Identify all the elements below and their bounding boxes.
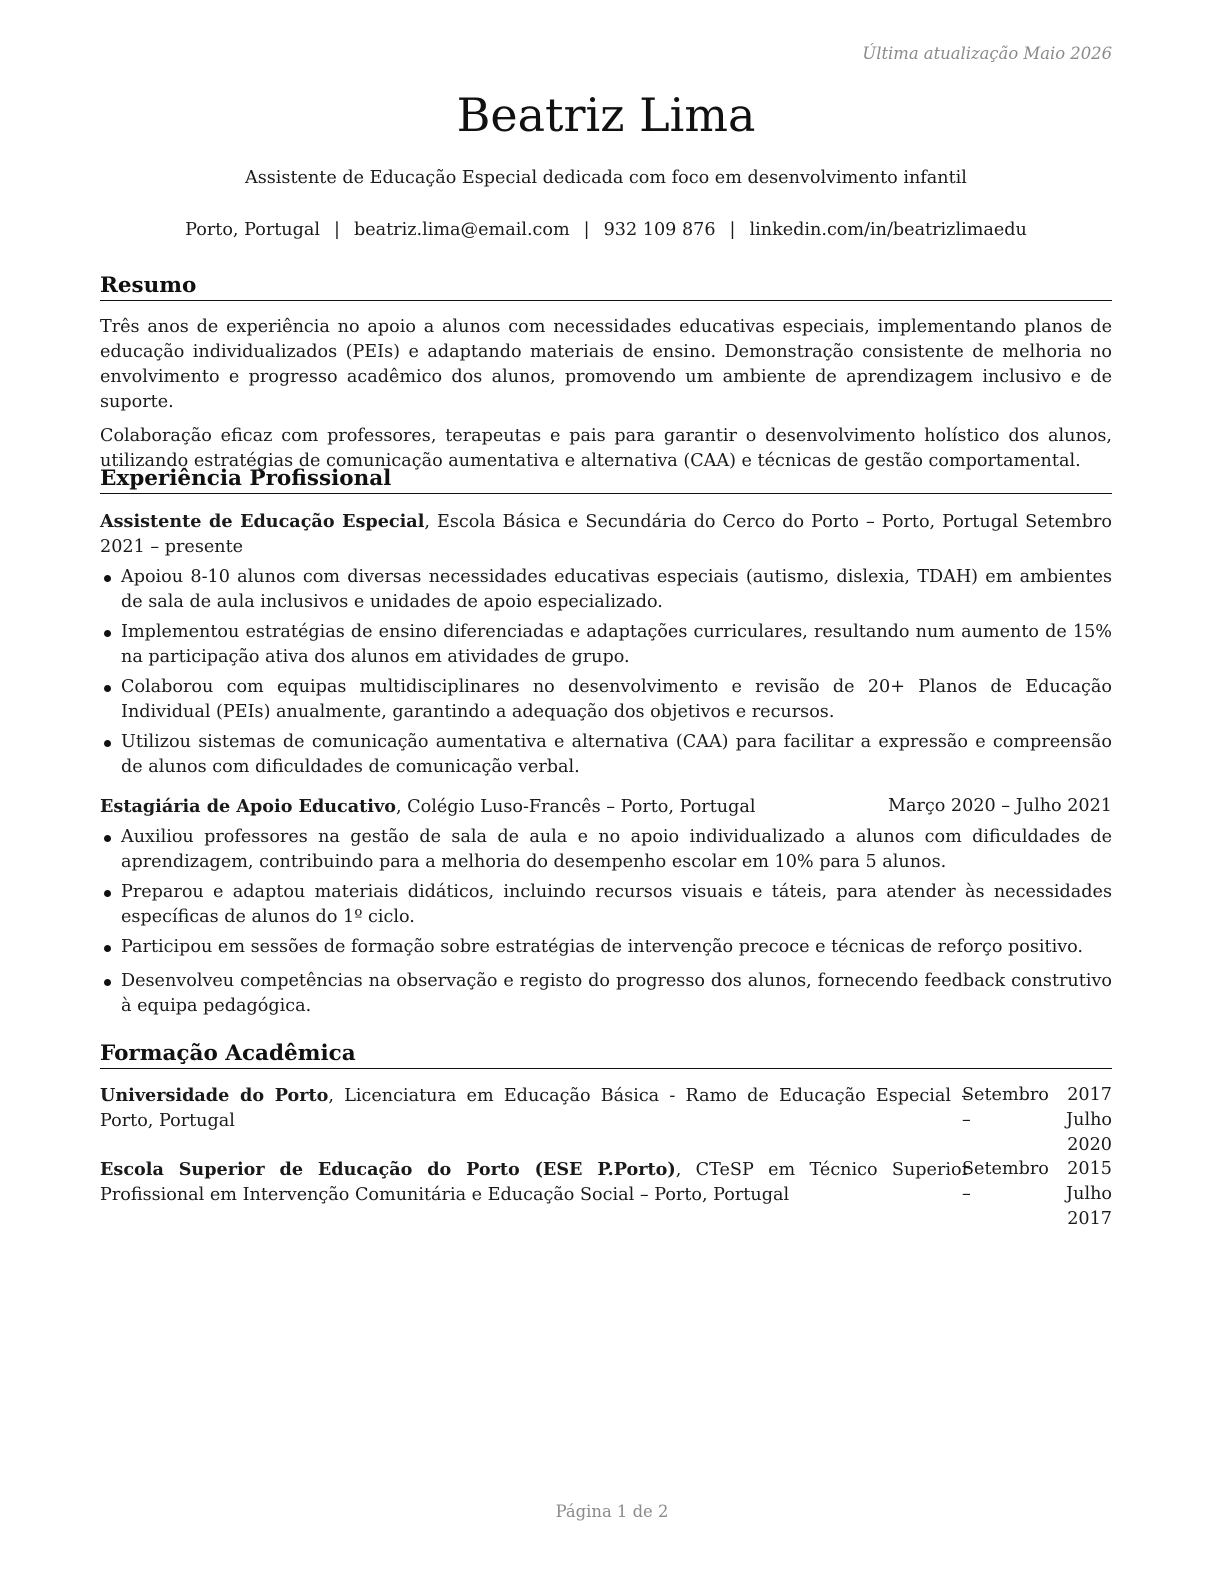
job-role: Assistente de Educação Especial <box>100 511 425 532</box>
list-item: Desenvolveu competências na observação e registo do progresso dos alunos, fornecendo feedback construtivo à equipa pedagógica. <box>100 969 1112 1019</box>
job-dates: Setembro 2021 – presente <box>100 512 1113 557</box>
list-item: Implementou estratégias de ensino diferenciadas e adaptações curriculares, resultando num aumento de 15% na participação ativa dos alunos em atividades de grupo. <box>100 620 1112 670</box>
job-org: , Colégio Luso-Francês – Porto, Portugal <box>395 797 756 817</box>
education-item <box>100 1083 1112 1155</box>
education-item <box>100 1157 1112 1229</box>
education-date-end: 2017 <box>1067 1209 1112 1229</box>
education-school: Universidade do Porto <box>100 1085 329 1106</box>
contact-email[interactable]: beatriz.lima@email.com <box>353 220 570 240</box>
resume-page <box>100 0 1112 1584</box>
section-title: Experiência Profissional <box>100 465 1112 494</box>
job-dates: Março 2020 – Julho 2021 <box>887 796 1112 816</box>
contact-separator: | <box>583 220 590 240</box>
candidate-name: Beatriz Lima <box>456 88 756 142</box>
education-dates <box>962 1083 1112 1158</box>
education-detail <box>100 1083 970 1134</box>
education-dates <box>962 1157 1112 1232</box>
education-date-end: 2020 <box>1067 1135 1112 1155</box>
list-item: Participou em sessões de formação sobre estratégias de intervenção precoce e técnicas de reforço positivo. <box>100 935 1112 960</box>
job-bullets <box>100 825 1112 1019</box>
last-updated: Última atualização Maio 2026 <box>862 44 1112 63</box>
job-header <box>100 509 1112 560</box>
section-title: Resumo <box>100 272 1112 301</box>
education-date-start: Setembro 2015 – Julho <box>962 1159 1112 1204</box>
list-item: Preparou e adaptou materiais didáticos, incluindo recursos visuais e táteis, para atender às necessidades específicas de alunos do 1º ciclo. <box>100 880 1112 930</box>
page-number: Página 1 de 2 <box>555 1502 669 1521</box>
education-detail <box>100 1157 970 1208</box>
contact-separator: | <box>334 220 340 240</box>
contact-phone: 932 109 876 <box>603 220 716 240</box>
summary-section <box>100 272 1112 474</box>
list-item: Utilizou sistemas de comunicação aumentativa e alternativa (CAA) para facilitar a expressão e compreensão de alunos com dificuldades de comunicação verbal. <box>100 730 1112 780</box>
job-bullets <box>100 565 1112 780</box>
job-org: , Escola Básica e Secundária do Cerco do Porto – Porto, Portugal <box>424 512 1019 532</box>
summary-paragraph: Colaboração eficaz com professores, terapeutas e pais para garantir o desenvolvimento holístico dos alunos, utilizando estratégias de comunicação aumentativa e alternativa (CAA) e técnicas de gestão comportamental. <box>100 426 1112 471</box>
contact-location: Porto, Portugal <box>185 220 321 240</box>
list-item: Apoiou 8-10 alunos com diversas necessidades educativas especiais (autismo, dislexia, TDAH) em ambientes de sala de aula inclusivos e unidades de apoio especializado. <box>100 565 1112 615</box>
list-item: Colaborou com equipas multidisciplinares no desenvolvimento e revisão de 20+ Planos de Educação Individual (PEIs) anualmente, garantindo a adequação dos objetivos e recursos. <box>100 675 1112 725</box>
education-date-start: Setembro 2017 – Julho <box>962 1085 1112 1130</box>
contact-separator: | <box>729 220 736 240</box>
job-role: Estagiária de Apoio Educativo <box>100 796 396 817</box>
list-item: Auxiliou professores na gestão de sala de aula e no apoio individualizado a alunos com dificuldades de aprendizagem, contribuindo para a melhoria do desempenho escolar em 10% para 5 alunos. <box>100 825 1112 875</box>
job-header <box>100 794 1112 820</box>
contact-line <box>100 220 1112 240</box>
education-school: Escola Superior de Educação do Porto (ESE P.Porto) <box>100 1159 676 1180</box>
experience-section <box>100 465 1112 1019</box>
education-program: , CTeSP em Técnico Superior Profissional em Intervenção Comunitária e Educação Social – Porto, Portugal <box>100 1160 971 1205</box>
summary-paragraph: Três anos de experiência no apoio a alunos com necessidades educativas especiais, implementando planos de educação individualizados (PEIs) e adaptando materiais de ensino. Demonstração consistente de melhoria no envolvimento e progresso acadêmico dos alunos, promovendo um ambiente de aprendizagem inclusivo e de suporte. <box>100 317 1112 412</box>
education-section <box>100 1040 1112 1229</box>
education-program: , Licenciatura em Educação Básica - Ramo de Educação Especial – Porto, Portugal <box>100 1086 970 1131</box>
tagline: Assistente de Educação Especial dedicada com foco em desenvolvimento infantil <box>245 168 967 188</box>
contact-linkedin[interactable]: linkedin.com/in/beatrizlimaedu <box>749 220 1027 240</box>
section-title: Formação Acadêmica <box>100 1040 1112 1069</box>
